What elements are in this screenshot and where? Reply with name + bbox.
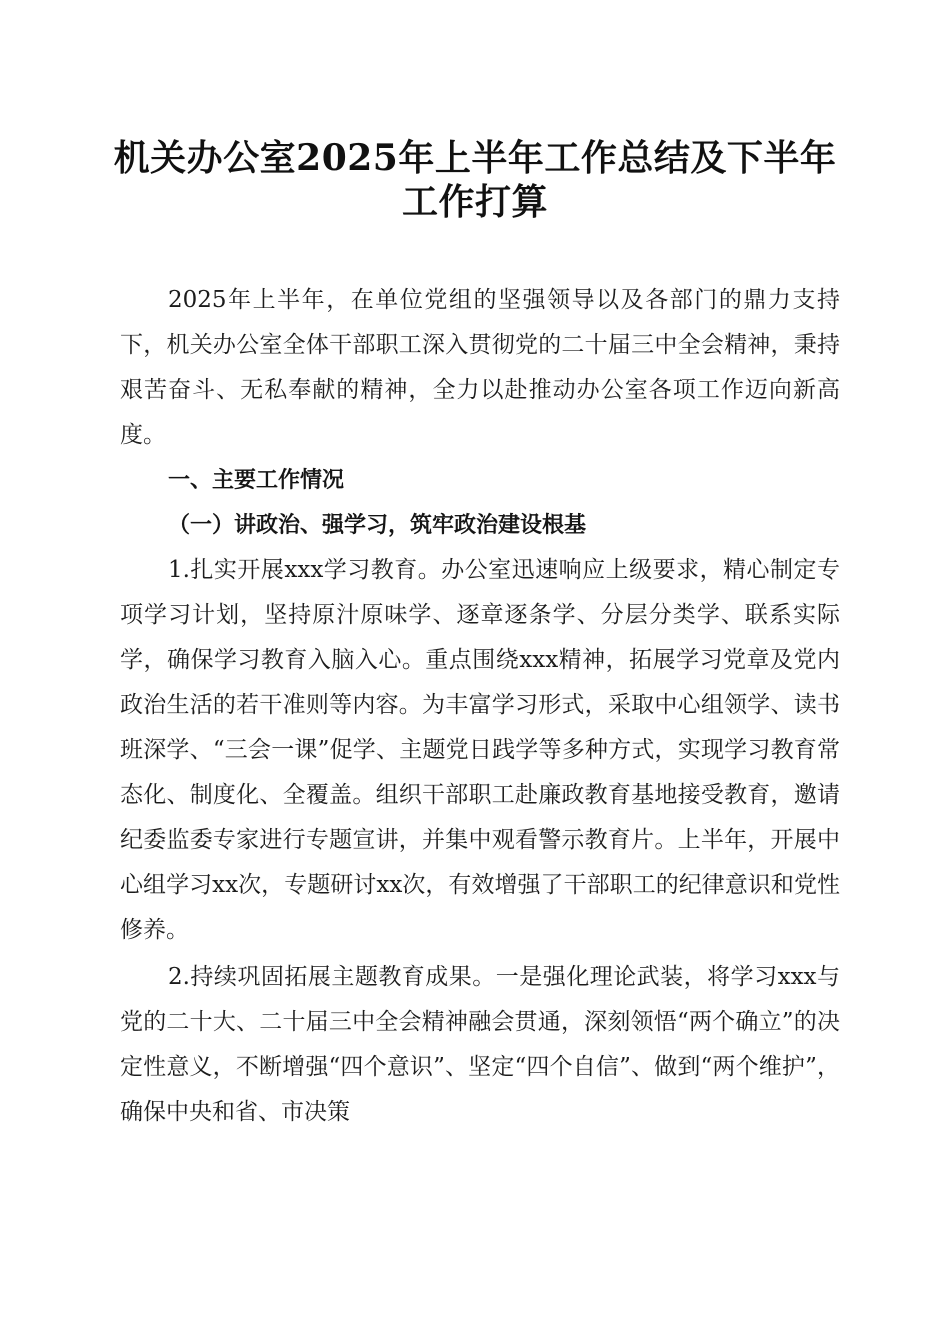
title-line-1: 机关办公室2025年上半年工作总结及下半年 (113, 137, 837, 179)
item-paragraph-2: 2.持续巩固拓展主题教育成果。一是强化理论武装，将学习xxx与党的二十大、二十届三中全会精神融会贯通，深刻领悟“两个确立”的决定性意义，不断增强“四个意识”、坚定“四个自信”、做到“两个维护”，确保中央和省、市决策 (120, 964, 840, 1125)
intro-paragraph: 2025年上半年，在单位党组的坚强领导以及各部门的鼎力支持下，机关办公室全体干部职工深入贯彻党的二十届三中全会精神，秉持艰苦奋斗、无私奉献的精神，全力以赴推动办公室各项工作迈向新高度。 (120, 287, 840, 448)
document-body (120, 278, 840, 1135)
subsection-heading-1: （一）讲政治、强学习，筑牢政治建设根基 (168, 512, 587, 538)
title-line-2: 工作打算 (401, 181, 548, 223)
document-title (100, 136, 850, 224)
section-heading-1: 一、主要工作情况 (168, 468, 345, 493)
item-paragraph-1: 1.扎实开展xxx学习教育。办公室迅速响应上级要求，精心制定专项学习计划，坚持原汁原味学、逐章逐条学、分层分类学、联系实际学，确保学习教育入脑入心。重点围绕xxx精神，拓展学习党章及党内政治生活的若干准则等内容。为丰富学习形式，采取中心组领学、读书班深学、“三会一课”促学、主题党日践学等多种方式，实现学习教育常态化、制度化、全覆盖。组织干部职工赴廉政教育基地接受教育，邀请纪委监委专家进行专题宣讲，并集中观看警示教育片。上半年，开展中心组学习xx次，专题研讨xx次，有效增强了干部职工的纪律意识和党性修养。 (120, 557, 840, 943)
